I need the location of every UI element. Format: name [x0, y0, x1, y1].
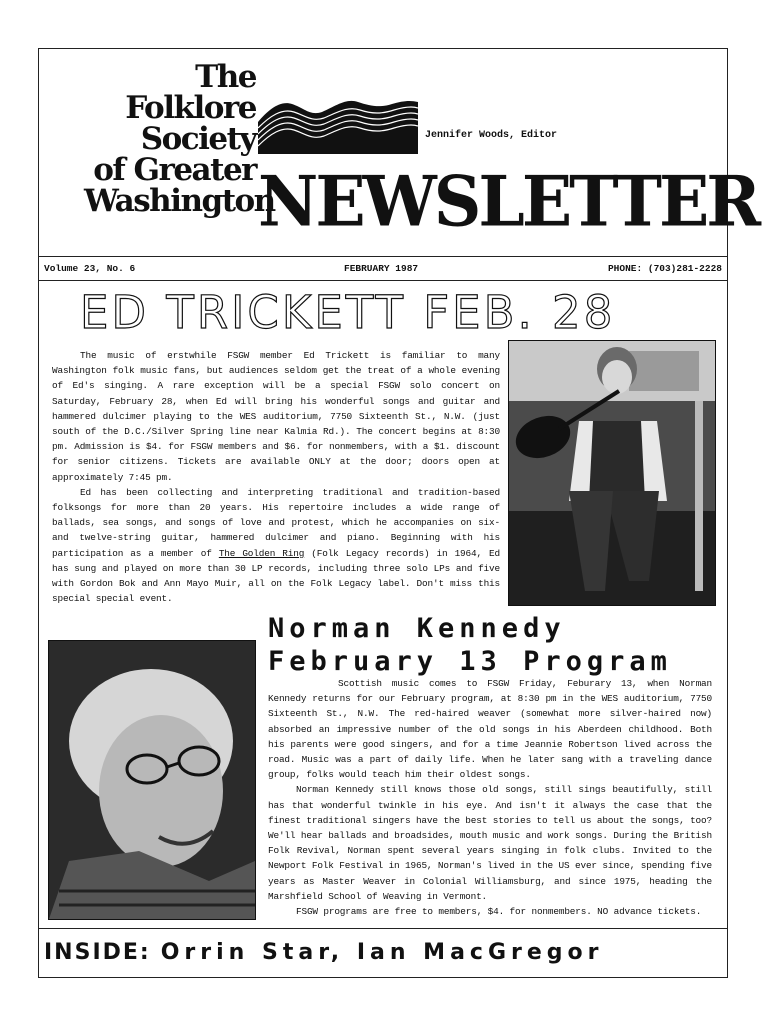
inside-label: INSIDE: [44, 940, 151, 965]
inside-content: Orrin Star, Ian MacGregor [160, 940, 604, 965]
album-title: The Golden Ring [218, 547, 305, 559]
newsletter-wordmark: NEWSLETTER [258, 160, 759, 243]
inside-banner [44, 938, 724, 968]
norman-title: Norman Kennedy [268, 613, 566, 644]
volume-number: Volume 23, No. 6 [44, 263, 136, 274]
divider [38, 280, 728, 281]
society-name-line: The [195, 59, 256, 95]
text-span: (Folk Legacy records) in 1964, Ed has sung and played on more than 30 LP records, including three solo LPs and five with Gordon Bok and Ann Mayo Muir, all on the Folk Legacy label. Don't miss this special special event. [52, 547, 500, 605]
norman-article [268, 676, 712, 919]
norman-subtitle: February 13 Program [268, 646, 672, 677]
article-paragraph: The music of erstwhile FSGW member Ed Trickett is familiar to many Washington folk music fans, but audiences seldom get the treat of a whole evening of Ed's singing. A rare exception will be a special FSGW solo concert on Saturday, February 28, when Ed will bring his wonderful songs and guitar and hammered dulcimer playing to the WES auditorium, 7750 Sixteenth St., N.W. (just south of the D.C./Silver Spring line near Kalmia Rd.). The concert begins at 8:30 pm. Admission is $4. for FSGW members and $6. for nonmembers, with a $1. discount for senior citizens. Tickets are available ONLY at the door; doors open at approximately 7:45 pm. [52, 350, 500, 483]
editor-credit: Jennifer Woods, Editor [425, 130, 558, 141]
headline: ED TRICKETT FEB. 28 [80, 286, 616, 339]
text-span: Ed has been collecting and interpreting traditional and tradition-based folksongs for more than 20 years. His repertoire includes a wide range of ballads, sea songs, and songs of love and protest, which he accompanies on six- and twelve-string guitar, hammered dulcimer and piano. Beginning with his participation as a member of [52, 486, 500, 559]
article-paragraph: Norman Kennedy still knows those old songs, still sings beautifully, still has that wonderful twinkle in his eye. And isn't it always the case that the finest traditional singers have the best stories to tell us about the songs, too? We'll hear ballads and broadsides, mouth music and work songs. During the British Folk Revival, Norman spent several years singing in folk clubs. Invited to the Newport Folk Festival in 1965, Norman's lived in the US ever since, spending five years as Master Weaver in Colonial Williamsburg, and since 1975, heading the Marshfield School of Weaving in Vermont. [268, 784, 712, 902]
divider [38, 928, 728, 929]
article-paragraph: FSGW programs are free to members, $4. for nonmembers. NO advance tickets. [296, 906, 702, 918]
article-paragraph [52, 485, 500, 607]
info-bar [44, 263, 722, 277]
society-name-line: Society [140, 121, 256, 157]
norman-kennedy-photo [48, 640, 256, 920]
society-name [84, 59, 275, 219]
ed-trickett-photo [508, 340, 716, 606]
phone-number: PHONE: (703)281-2228 [607, 263, 722, 274]
divider [38, 256, 728, 257]
issue-date: FEBRUARY 1987 [344, 263, 419, 274]
trickett-article [52, 348, 500, 606]
society-name-line: Washington [84, 183, 275, 219]
society-name-line: Folklore [125, 90, 256, 126]
mountain-logo [258, 96, 418, 154]
article-paragraph: Scottish music comes to FSGW Friday, Feburary 13, when Norman Kennedy returns for our February program, at 8:30 pm in the WES auditorium, 7750 Sixteenth St., N.W. The red-haired weaver (somewhat more silver-haired now) absorbed an impressive number of the old songs in his Aberdeen childhood. Both his parents were good singers, and for a time Jeannie Robertson lived across the road. Music was a part of daily life. When he later sang with a traveling dance group, folks would teach him their oldest songs. [268, 678, 712, 781]
society-name-line: of Greater [93, 152, 256, 188]
